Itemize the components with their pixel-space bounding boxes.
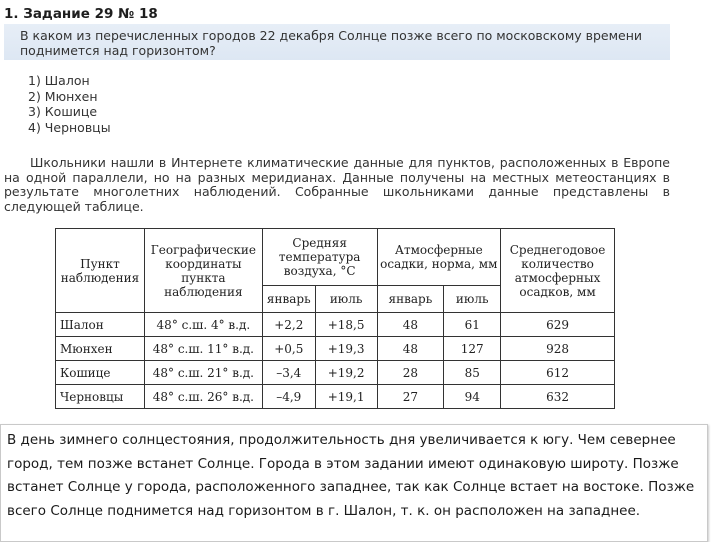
answer-options xyxy=(28,73,111,135)
cell-precip-jul: 61 xyxy=(444,313,501,337)
header-precip: Атмосферные осадки, норма, мм xyxy=(377,229,501,286)
cell-precip-jan: 48 xyxy=(377,313,444,337)
table-row xyxy=(56,385,615,409)
header-point: Пункт наблюдения xyxy=(56,229,145,313)
task-title: 1. Задание 29 № 18 xyxy=(4,6,158,22)
subheader-precip-jul: июль xyxy=(444,286,501,313)
cell-coords: 48° с.ш. 4° в.д. xyxy=(144,313,262,337)
cell-coords: 48° с.ш. 21° в.д. xyxy=(144,361,262,385)
cell-annual: 629 xyxy=(501,313,615,337)
option-item: 4) Черновцы xyxy=(28,119,111,135)
header-temp: Средняя температура воздуха, °С xyxy=(262,229,377,286)
cell-precip-jul: 94 xyxy=(444,385,501,409)
option-item: 1) Шалон xyxy=(28,73,90,88)
table-row xyxy=(56,337,615,361)
cell-temp-jan: –4,9 xyxy=(262,385,315,409)
question-text: В каком из перечисленных городов 22 декабря Солнце позже всего по московскому времени поднимется над горизонтом? xyxy=(20,28,643,58)
answer-text: В день зимнего солнцестояния, продолжительность дня увеличивается к югу. Чем севернее город, тем позже встанет Солнце. Города в этом задании имеют одинаковую широту. Позже встанет Солнце у города, расположенного западнее, так как Солнце встает на востоке. Позже всего Солнце поднимется над горизонтом в г. Шалон, т. к. он расположен на западнее. xyxy=(7,432,695,519)
header-coords: Географические координаты пункта наблюдения xyxy=(144,229,262,313)
cell-precip-jan: 28 xyxy=(377,361,444,385)
header-annual: Среднегодовое количество атмосферных осадков, мм xyxy=(501,229,615,313)
cell-temp-jul: +19,1 xyxy=(315,385,377,409)
option-item: 2) Мюнхен xyxy=(28,88,98,104)
cell-city: Черновцы xyxy=(56,385,145,409)
cell-coords: 48° с.ш. 26° в.д. xyxy=(144,385,262,409)
cell-precip-jul: 127 xyxy=(444,337,501,361)
cell-annual: 612 xyxy=(501,361,615,385)
table-row xyxy=(56,361,615,385)
climate-table xyxy=(55,228,615,409)
cell-coords: 48° с.ш. 11° в.д. xyxy=(144,337,262,361)
subheader-temp-jul: июль xyxy=(315,286,377,313)
intro-text: Школьники нашли в Интернете климатические данные для пунктов, расположенных в Европе на одной параллели, но на разных меридианах. Данные получены на местных метеостанциях в результате многолетних наблюдений. Собранные школьниками данные представлены в следующей таблице. xyxy=(4,155,670,214)
cell-precip-jan: 27 xyxy=(377,385,444,409)
option-item: 3) Кошице xyxy=(28,104,98,119)
cell-city: Шалон xyxy=(56,313,145,337)
subheader-temp-jan: январь xyxy=(262,286,315,313)
cell-temp-jan: +2,2 xyxy=(262,313,315,337)
cell-temp-jul: +19,2 xyxy=(315,361,377,385)
cell-city: Мюнхен xyxy=(56,337,145,361)
cell-temp-jan: –3,4 xyxy=(262,361,315,385)
cell-annual: 928 xyxy=(501,337,615,361)
subheader-precip-jan: январь xyxy=(377,286,444,313)
intro-paragraph xyxy=(4,156,670,214)
cell-temp-jan: +0,5 xyxy=(262,337,315,361)
answer-box xyxy=(0,424,708,542)
cell-city: Кошице xyxy=(56,361,145,385)
cell-annual: 632 xyxy=(501,385,615,409)
cell-precip-jan: 48 xyxy=(377,337,444,361)
cell-temp-jul: +18,5 xyxy=(315,313,377,337)
cell-precip-jul: 85 xyxy=(444,361,501,385)
cell-temp-jul: +19,3 xyxy=(315,337,377,361)
table-row xyxy=(56,313,615,337)
